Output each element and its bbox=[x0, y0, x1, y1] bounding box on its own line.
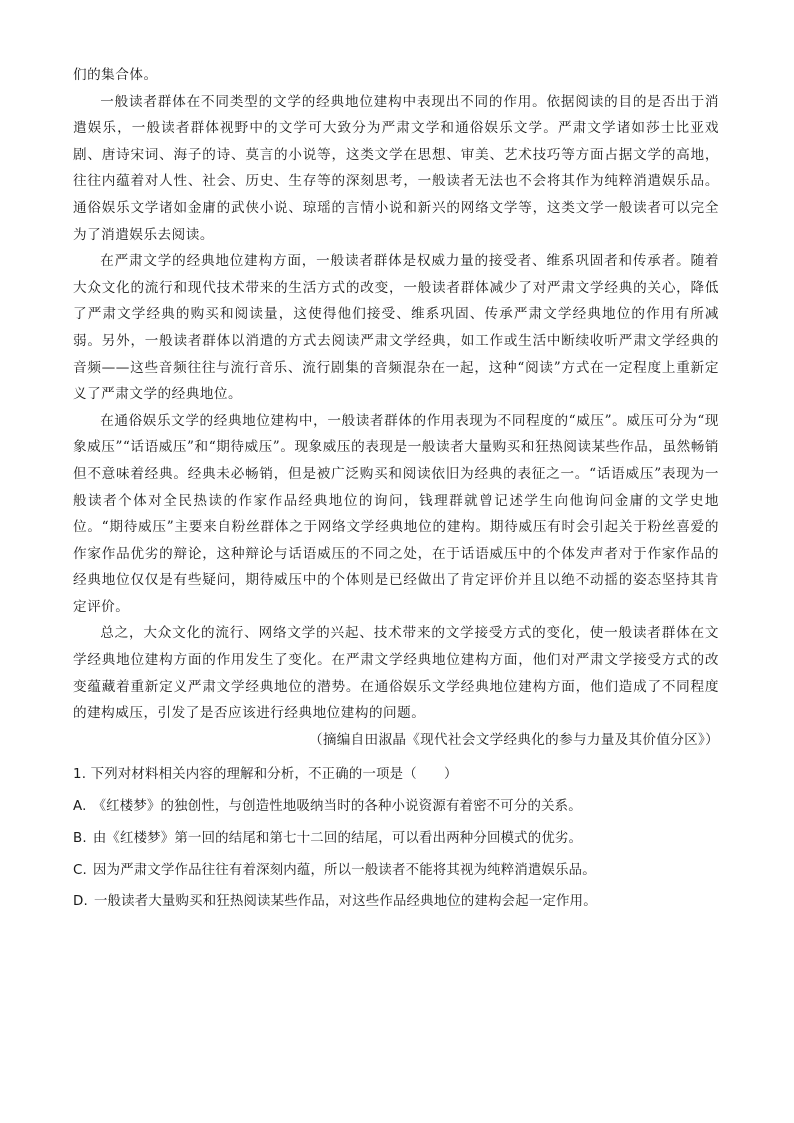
option-letter: B. bbox=[73, 830, 87, 846]
question-block bbox=[73, 759, 719, 918]
option-text: 一般读者大量购买和狂热阅读某些作品，对这些作品经典地位的建构会起一定作用。 bbox=[93, 894, 597, 910]
source-citation: （摘编自田淑晶《现代社会文学经典化的参与力量及其价值分区》） bbox=[308, 731, 719, 748]
option-text: 因为严肃文学作品往往有着深刻内蕴，所以一般读者不能将其视为纯粹消遣娱乐品。 bbox=[93, 862, 596, 878]
option-text: 《红楼梦》的独创性，与创造性地吸纳当时的各种小说资源有着密不可分的关系。 bbox=[92, 799, 582, 815]
option-a[interactable] bbox=[73, 791, 719, 823]
option-letter: C. bbox=[73, 862, 88, 878]
paragraph-conclusion: 总之，大众文化的流行、网络文学的兴起、技术带来的文学接受方式的变化，使一般读者群体在文学经典地位建构方面的作用发生了变化。在严肃文学经典地位建构方面，他们对严肃文学接受方式的改变蕴藏着重新定义严肃文学经典地位的潜势。在通俗娱乐文学经典地位建构方面，他们造成了不同程度的建构威压，引发了是否应该进行经典地位建构的问题。 bbox=[73, 625, 719, 722]
paragraph-continuation: 们的集合体。 bbox=[73, 67, 158, 83]
question-stem: 1. 下列对材料相关内容的理解和分析，不正确的一项是（ ） bbox=[73, 767, 458, 783]
option-d[interactable] bbox=[73, 886, 719, 918]
option-text: 由《红楼梦》第一回的结尾和第七十二回的结尾，可以看出两种分回模式的优劣。 bbox=[92, 830, 583, 846]
document-content bbox=[73, 62, 719, 918]
option-letter: D. bbox=[73, 894, 88, 910]
option-b[interactable] bbox=[73, 823, 719, 855]
option-c[interactable] bbox=[73, 855, 719, 887]
paragraph-serious-literature: 在严肃文学的经典地位建构方面，一般读者群体是权威力量的接受者、维系巩固者和传承者。随着大众文化的流行和现代技术带来的生活方式的改变，一般读者群体减少了对严肃文学经典的关心，降低了严肃文学经典的购买和阅读量，这使得他们接受、维系巩固、传承严肃文学经典地位的作用有所减弱。另外，一般读者群体以消遣的方式去阅读严肃文学经典，如工作或生活中断续收听严肃文学经典的音频——这些音频往往与流行音乐、流行剧集的音频混杂在一起，这种“阅读”方式在一定程度上重新定义了严肃文学的经典地位。 bbox=[73, 253, 719, 403]
paragraph-reader-roles: 一般读者群体在不同类型的文学的经典地位建构中表现出不同的作用。依据阅读的目的是否出于消遣娱乐，一般读者群体视野中的文学可大致分为严肃文学和通俗娱乐文学。严肃文学诸如莎士比亚戏剧、唐诗宋词、海子的诗、莫言的小说等，这类文学在思想、审美、艺术技巧等方面占据文学的高地，往往内蕴着对人性、社会、历史、生存等的深刻思考，一般读者无法也不会将其作为纯粹消遣娱乐品。通俗娱乐文学诸如金庸的武侠小说、琼瑶的言情小说和新兴的网络文学等，这类文学一般读者可以完全为了消遣娱乐去阅读。 bbox=[73, 93, 719, 243]
paragraph-popular-literature: 在通俗娱乐文学的经典地位建构中，一般读者群体的作用表现为不同程度的“威压”。威压可分为“现象威压”“话语威压”和“期待威压”。现象威压的表现是一般读者大量购买和狂热阅读某些作品，虽然畅销但不意味着经典。经典未必畅销，但是被广泛购买和阅读依旧为经典的表征之一。“话语威压”表现为一般读者个体对全民热读的作家作品经典地位的询问，钱理群就曾记述学生向他询问金庸的文学史地位。“期待威压”主要来自粉丝群体之于网络文学经典地位的建构。期待威压有时会引起关于粉丝喜爱的作家作品优劣的辩论，这种辩论与话语威压的不同之处，在于话语威压中的个体发声者对于作家作品的经典地位仅仅是有些疑问，期待威压中的个体则是已经做出了肯定评价并且以绝不动摇的姿态坚持其肯定评价。 bbox=[73, 412, 719, 615]
option-letter: A. bbox=[73, 799, 87, 815]
